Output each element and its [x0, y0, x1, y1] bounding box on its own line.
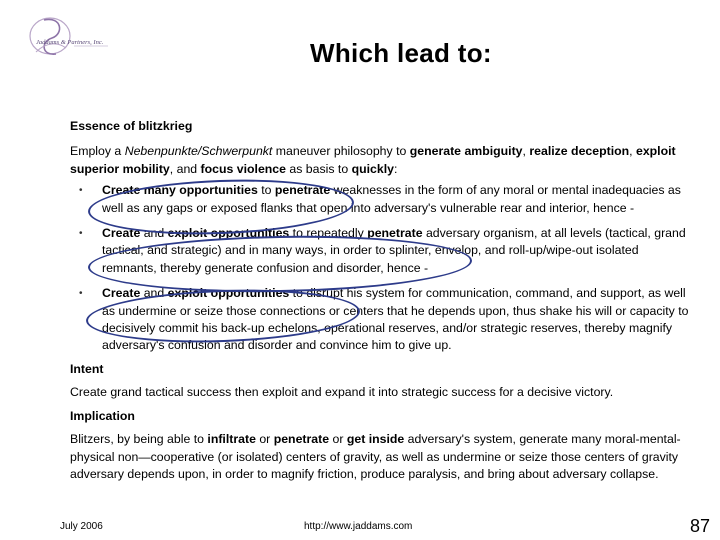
text-run: exploit opportunities	[167, 286, 290, 301]
essence-bullet-list	[70, 182, 690, 355]
text-run: generate ambiguity	[409, 144, 523, 159]
implication-heading: Implication	[70, 408, 135, 423]
list-item	[70, 182, 690, 217]
text-run: get inside	[346, 432, 405, 447]
text-run: ,	[522, 144, 530, 159]
text-run: adversary organism, at all levels (tactical, grand tactical, and strategic) and in many ways, in order to splinter, envelop, and roll-up/wipe-out isolated remnants, thereby generate confusion and disorder, hence -	[102, 226, 686, 275]
list-item	[70, 225, 690, 277]
bullet-icon: •	[79, 288, 83, 300]
logo-mark-icon	[22, 12, 112, 68]
text-run: Nebenpunkte/Schwerpunkt	[124, 144, 273, 159]
text-run: Create many opportunities	[102, 183, 258, 198]
text-run: as basis to	[285, 161, 352, 176]
essence-heading: Essence of blitzkrieg	[70, 119, 193, 133]
text-run: to disrupt his system for communication, command, and support, as well as undermine or seize those connections or centers that he depends upon, thus shake his will or capacity to decisively commit his back-up echelons, operational reserves, and/or strategic reserves, thereby magnify adversary's confusion and disorder and convince him to give up.	[102, 286, 689, 353]
page-number: 87	[689, 516, 710, 536]
bullet-icon: •	[79, 185, 83, 197]
text-run: maneuver philosophy to	[272, 144, 410, 159]
text-run: ,	[629, 144, 636, 159]
text-run: realize deception	[529, 144, 630, 159]
company-logo	[22, 12, 112, 68]
slide-title: Which lead to:	[310, 38, 492, 68]
text-run: infiltrate	[207, 432, 256, 447]
text-run: weaknesses in the form of any moral or mental inadequacies as well as any gaps or exposed flanks that open into adversary's vulnerable rear and interior, hence -	[102, 183, 681, 215]
text-run: to	[257, 183, 275, 198]
intent-heading: Intent	[70, 361, 104, 376]
bullet-text	[102, 286, 689, 352]
text-run: Employ a	[70, 144, 125, 159]
text-run: or	[255, 432, 274, 447]
text-run: and	[140, 226, 168, 241]
text-run: focus violence	[200, 161, 286, 176]
text-run: exploit opportunities	[167, 226, 290, 241]
text-run: penetrate	[273, 432, 330, 447]
footer-date: July 2006	[60, 521, 103, 532]
list-item	[70, 285, 690, 355]
text-run: or	[329, 432, 347, 447]
text-run: quickly	[351, 161, 394, 176]
implication-text	[70, 431, 690, 483]
text-run: penetrate	[274, 183, 331, 198]
text-run: exploit superior mobility	[70, 144, 676, 176]
essence-intro	[70, 143, 690, 178]
text-run: and	[140, 286, 168, 301]
text-run: , and	[169, 161, 201, 176]
slide-body	[70, 118, 690, 483]
text-run: Create	[102, 226, 141, 241]
bullet-text	[102, 183, 681, 214]
bullet-text	[102, 226, 686, 275]
footer-url[interactable]: http://www.jaddams.com	[304, 521, 413, 532]
text-run: :	[393, 161, 398, 176]
bullet-icon: •	[79, 228, 83, 240]
text-run: penetrate	[367, 226, 423, 241]
text-run: Create	[102, 286, 141, 301]
text-run: to repeatedly	[289, 226, 368, 241]
logo-text: Jaddams & Partners, Inc.	[36, 39, 104, 46]
text-run: adversary's system, generate many moral-mental-physical non—cooperative (or isolated) centers of gravity, as well as undermine or seize those centers of gravity adversary depends upon, in order to magnify friction, produce paralysis, and bring about adversary collapse.	[70, 432, 681, 481]
text-run: Blitzers, by being able to	[70, 432, 208, 447]
intent-text: Create grand tactical success then exploit and expand it into strategic success for a decisive victory.	[70, 385, 614, 400]
